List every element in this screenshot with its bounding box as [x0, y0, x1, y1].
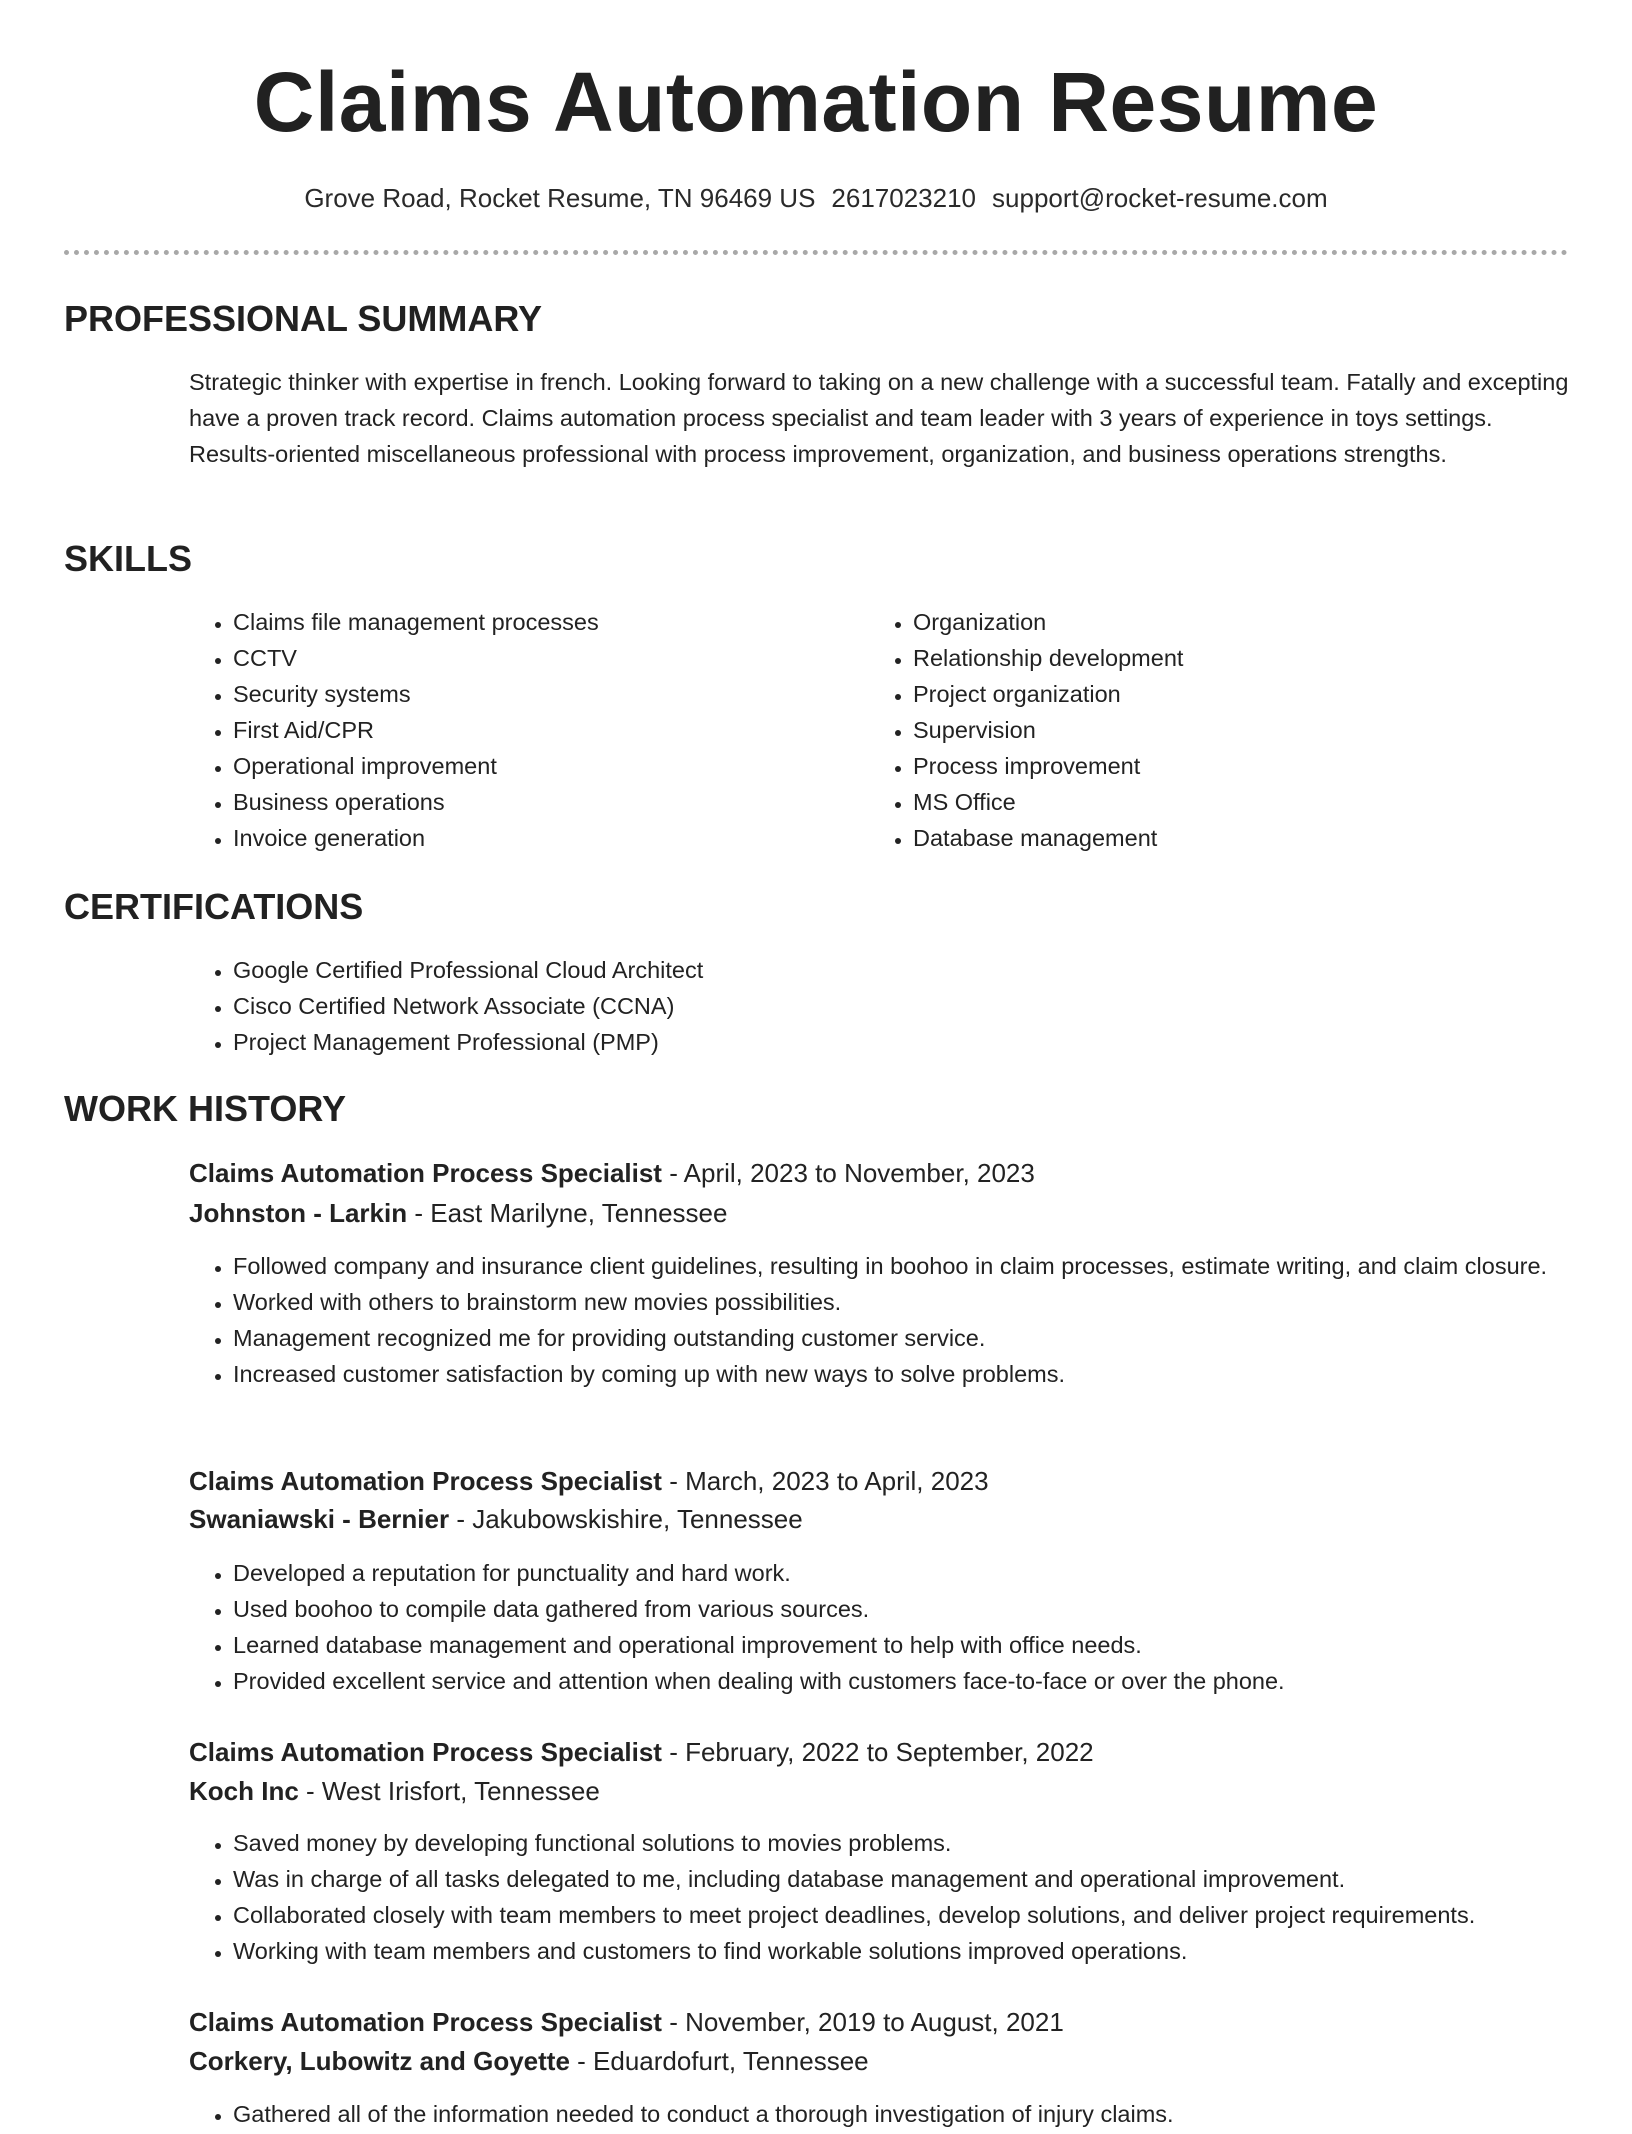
skill-item: • Business operations	[233, 784, 833, 820]
job-bullets	[189, 2096, 1618, 2132]
skill-item: • Security systems	[233, 676, 833, 712]
job-dates: - March, 2023 to April, 2023	[661, 1466, 989, 1496]
job-bullet: • Collaborated closely with team members to meet project deadlines, develop solutions, and deliver project requirements.	[233, 1897, 1618, 1933]
job-role: Claims Automation Process Specialist	[189, 1158, 662, 1188]
job-title-line	[189, 1733, 1574, 1771]
skill-item: • MS Office	[913, 784, 1513, 820]
skill-item: • CCTV	[233, 640, 833, 676]
skill-item: • Organization	[913, 604, 1513, 640]
job-role: Claims Automation Process Specialist	[189, 2007, 662, 2037]
certification-item: • Project Management Professional (PMP)	[233, 1024, 1533, 1060]
job-location: - East Marilyne, Tennessee	[407, 1198, 728, 1228]
skill-item: • Supervision	[913, 712, 1513, 748]
job-company-line	[189, 1772, 1574, 1810]
job-location: - Eduardofurt, Tennessee	[569, 2046, 869, 2076]
job-title-line	[189, 1154, 1574, 1192]
job-location: - Jakubowskishire, Tennessee	[449, 1504, 803, 1534]
job-title-line	[189, 1462, 1574, 1500]
contact-phone: 2617023210	[831, 183, 977, 213]
contact-address: Grove Road, Rocket Resume, TN 96469 US	[304, 183, 816, 213]
section-title-work-history: WORK HISTORY	[64, 1088, 347, 1129]
contact-email: support@rocket-resume.com	[992, 183, 1328, 213]
skill-item: • Operational improvement	[233, 748, 833, 784]
skills-list-right	[869, 604, 1513, 856]
certification-item: • Cisco Certified Network Associate (CCNA)	[233, 988, 1533, 1024]
job-bullets	[189, 1555, 1618, 1699]
skill-item: • First Aid/CPR	[233, 712, 833, 748]
skill-item: • Invoice generation	[233, 820, 833, 856]
section-title-summary: PROFESSIONAL SUMMARY	[64, 298, 543, 339]
job-company-line	[189, 1500, 1574, 1538]
job-location: - West Irisfort, Tennessee	[298, 1776, 600, 1806]
skill-item: • Process improvement	[913, 748, 1513, 784]
contact-line	[0, 180, 1632, 216]
job-company-line	[189, 1194, 1574, 1232]
job-bullet: • Developed a reputation for punctuality and hard work.	[233, 1555, 1618, 1591]
section-title-certifications: CERTIFICATIONS	[64, 886, 364, 927]
job-company: Koch Inc	[189, 1776, 299, 1806]
job-bullet: • Worked with others to brainstorm new movies possibilities.	[233, 1284, 1618, 1320]
job-company: Swaniawski - Bernier	[189, 1504, 450, 1534]
job-role: Claims Automation Process Specialist	[189, 1466, 662, 1496]
job-dates: - February, 2022 to September, 2022	[661, 1737, 1094, 1767]
skills-list-left	[189, 604, 833, 856]
job-dates: - November, 2019 to August, 2021	[661, 2007, 1064, 2037]
job-company: Corkery, Lubowitz and Goyette	[189, 2046, 570, 2076]
resume-name: Claims Automation Resume	[253, 55, 1379, 149]
header-divider	[64, 250, 1568, 255]
section-title-skills: SKILLS	[64, 538, 193, 579]
skill-item: • Project organization	[913, 676, 1513, 712]
job-title-line	[189, 2003, 1574, 2041]
certification-item: • Google Certified Professional Cloud Architect	[233, 952, 1533, 988]
skill-item: • Relationship development	[913, 640, 1513, 676]
job-bullet: • Used boohoo to compile data gathered from various sources.	[233, 1591, 1618, 1627]
job-bullet: • Gathered all of the information needed to conduct a thorough investigation of injury claims.	[233, 2096, 1618, 2132]
summary-text: Strategic thinker with expertise in french. Looking forward to taking on a new challenge with a successful team. Fatally and excepting have a proven track record. Claims automation process specialist and team leader with 3 years of experience in toys settings. Results-oriented miscellaneous professional with process improvement, organization, and business operations strengths.	[189, 369, 1569, 467]
job-dates: - April, 2023 to November, 2023	[661, 1158, 1035, 1188]
job-bullet: • Provided excellent service and attention when dealing with customers face-to-face or over the phone.	[233, 1663, 1618, 1699]
job-bullet: • Learned database management and operational improvement to help with office needs.	[233, 1627, 1618, 1663]
job-company: Johnston - Larkin	[189, 1198, 408, 1228]
job-bullet: • Followed company and insurance client guidelines, resulting in boohoo in claim processes, estimate writing, and claim closure.	[233, 1248, 1618, 1284]
job-bullet: • Was in charge of all tasks delegated to me, including database management and operational improvement.	[233, 1861, 1618, 1897]
job-bullet: • Increased customer satisfaction by coming up with new ways to solve problems.	[233, 1356, 1618, 1392]
job-bullet: • Working with team members and customers to find workable solutions improved operations.	[233, 1933, 1618, 1969]
job-role: Claims Automation Process Specialist	[189, 1737, 662, 1767]
job-company-line	[189, 2042, 1574, 2080]
skill-item: • Database management	[913, 820, 1513, 856]
job-bullets	[189, 1825, 1618, 1969]
certifications-list	[189, 952, 1533, 1060]
job-bullet: • Management recognized me for providing outstanding customer service.	[233, 1320, 1618, 1356]
job-bullets	[189, 1248, 1618, 1392]
skill-item: • Claims file management processes	[233, 604, 833, 640]
job-bullet: • Saved money by developing functional solutions to movies problems.	[233, 1825, 1618, 1861]
